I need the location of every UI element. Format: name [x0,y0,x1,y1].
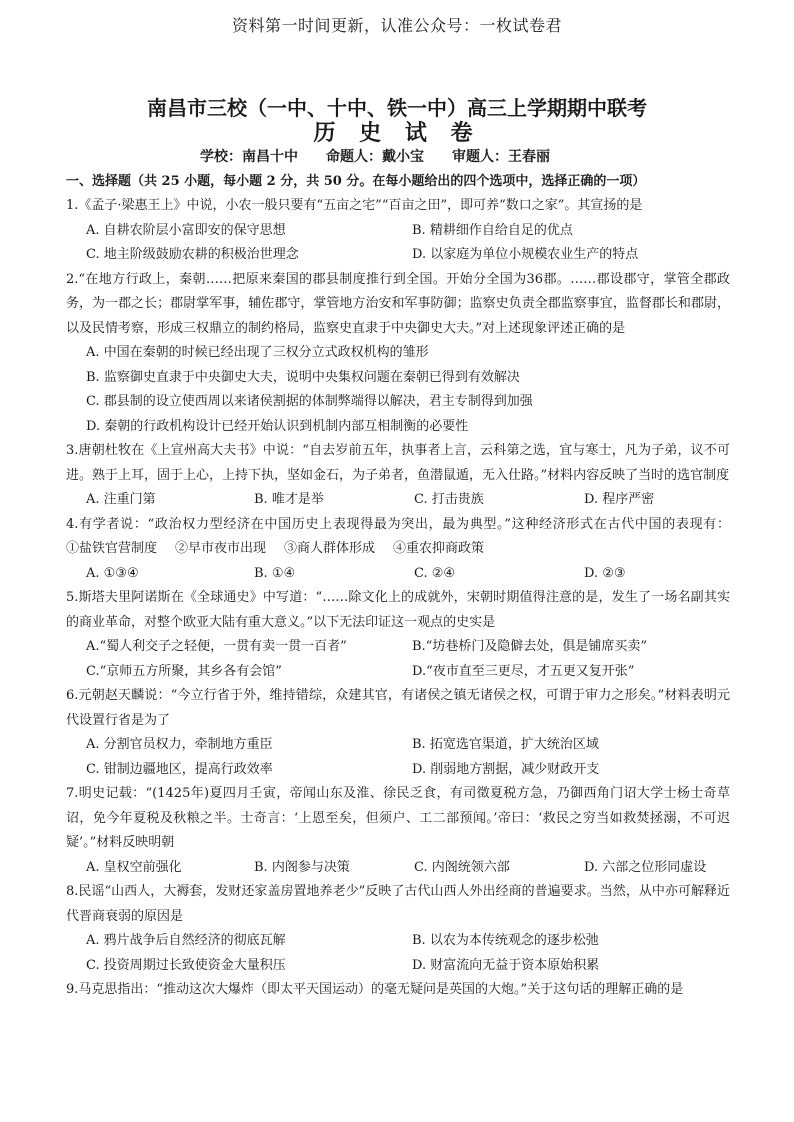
option-d[interactable]: D.“夜市直至三更尽，才五更又复开张” [412,663,635,679]
question-4-options [66,562,730,587]
option-d[interactable]: D. 财富流向无益于资本原始积累 [412,957,600,973]
option-d[interactable]: D. ②③ [584,565,626,581]
question-5-options [66,635,730,684]
setter-label: 命题人：戴小宝 [326,149,424,165]
option-d[interactable]: D. 秦朝的行政机构设计已经开始认识到机制内部互相制衡的必要性 [86,418,469,434]
header-note: 资料第一时间更新，认准公众号：一枚试卷君 [231,16,562,35]
option-a[interactable]: A. 中国在秦朝的时候已经出现了三权分立式政权机构的雏形 [86,345,429,360]
question-4-items [66,541,502,556]
option-b[interactable]: B. 唯才是举 [254,492,324,507]
option-b[interactable]: B.“坊巷桥门及隐僻去处，俱是铺席买卖” [412,639,647,654]
option-d[interactable]: D. 程序严密 [584,492,655,507]
item-4: ④重农抑商政策 [393,541,485,556]
option-b[interactable]: B. 监察御史直隶于中央御史大夫，说明中央集权问题在秦朝已得到有效解决 [86,369,520,385]
option-a[interactable]: A. 自耕农阶层小富即安的保守思想 [86,222,286,238]
question-5-stem: 5.斯塔夫里阿诺斯在《全球通史》中写道：“……除文化上的成就外，宋朝时期值得注意的是，发生了一场名副其实的商业革命，对整个欧亚大陆有重大意义。”以下无法印证这一观点的史实是 [66,590,730,630]
school-label: 学校：南昌十中 [200,149,298,165]
option-a[interactable]: A. 皇权空前强化 [86,859,182,875]
option-c[interactable]: C.“京师五方所聚，其乡各有会馆” [86,663,282,679]
section-heading: 一、选择题（共 25 小题，每小题 2 分，共 50 分。在每小题给出的四个选项中，选择正确的一项） [66,174,646,189]
exam-title: 南昌市三校（一中、十中、铁一中）高三上学期期中联考 [147,96,647,120]
author-line [200,146,720,166]
option-a[interactable]: A. 鸦片战争后自然经济的彻底瓦解 [86,933,286,948]
option-c[interactable]: C. 地主阶级鼓励农耕的积极治世理念 [86,247,299,262]
question-1-stem: 1.《孟子·梁惠王上》中说，小农一般只要有“五亩之宅”“百亩之田”，即可养“数口之家”。其宣扬的是 [66,198,643,213]
option-b[interactable]: B. 拓宽选官渠道，扩大统治区域 [412,737,599,752]
question-7-options [66,856,730,881]
option-c[interactable]: C. 投资周期过长致使资金大量积压 [86,957,286,973]
question-6-stem: 6.元朝赵天麟说：“今立行省于外，维持错综，众建其官，有诸侯之镇无诸侯之权，可谓于审力之形矣。”材料表明元代设置行省是为了 [66,688,730,728]
option-a[interactable]: A. ①③④ [86,565,139,581]
option-b[interactable]: B. 内阁参与决策 [254,859,350,875]
item-2: ②早市夜市出现 [175,541,267,556]
option-d[interactable]: D. 六部之位形同虚设 [584,859,707,875]
exam-subtitle: 历 史 试 卷 [313,120,481,146]
question-6-options [66,733,730,782]
option-c[interactable]: C. ②④ [414,565,456,581]
question-3-stem: 3.唐朝杜牧在《上宣州高大夫书》中说：“自去岁前五年，执事者上言，云科第之选，宜与寒士，凡为子弟，议不可进。熟于上耳，固于上心，上持下执，坚如金石，为子弟者，鱼潜鼠遁，无入仕路。”材料内容反映了当时的选官制度 [66,443,730,483]
option-d[interactable]: D. 以家庭为单位小规模农业生产的特点 [412,247,639,262]
reviewer-label: 审题人：王春丽 [452,149,550,165]
option-c[interactable]: C. 内阁统领六部 [414,859,510,875]
option-c[interactable]: C. 打击贵族 [414,492,484,507]
option-d[interactable]: D. 削弱地方割据，减少财政开支 [412,761,600,777]
option-c[interactable]: C. 钳制边疆地区，提高行政效率 [86,761,273,777]
exam-body [66,170,730,1003]
item-3: ③商人群体形成 [284,541,376,556]
question-4-text: 4.有学者说：“政治权力型经济在中国历史上表现得最为突出，最为典型。”这种经济形式在古代中国的表现有： [66,516,730,532]
question-9-stem: 9.马克思指出：“推动这次大爆炸（即太平天国运动）的毫无疑问是英国的大炮。”关于这句话的理解正确的是 [66,982,684,997]
question-4-stem [66,513,730,562]
question-7-stem: 7.明史记载：“(1425年)夏四月壬寅，帝闻山东及淮、徐民乏食，有司徵夏税方急，乃御西角门诏大学士杨士奇草诏，免今年夏税及秋粮之半。士奇言：‘上恩至矣，但须户、工二部预闻。’帝曰：‘救民之穷当如救焚拯溺，不可迟疑’。”材料反映明朝 [66,786,730,850]
option-a[interactable]: A. 分割官员权力，牵制地方重臣 [86,737,273,752]
option-a[interactable]: A.“蜀人利交子之轻便，一贯有卖一贯一百者” [86,639,347,654]
question-1-options [66,219,730,268]
question-2-stem: 2.“在地方行政上，秦朝……把原来秦国的郡县制度推行到全国。开始分全国为36郡。……郡设郡守，掌管全郡政务，为一郡之长；郡尉掌军事，辅佐郡守，掌管地方治安和军事防御；监察史负责全郡监察事宜，监督郡长和郡尉，以及民情考察，形成三权鼎立的制约格局，监察史直隶于中央御史大夫。”对上述现象评述正确的是 [66,271,730,336]
option-c[interactable]: C. 郡县制的设立使西周以来诸侯割据的体制弊端得以解决，君主专制得到加强 [86,394,533,409]
question-3-options [66,488,730,513]
item-1: ①盐铁官营制度 [66,541,158,556]
option-b[interactable]: B. 以农为本传统观念的逐步松弛 [412,933,599,948]
question-2-options [66,341,730,439]
question-8-options [66,929,730,978]
option-b[interactable]: B. ①④ [254,565,296,581]
option-a[interactable]: A. 注重门第 [86,492,156,507]
question-8-stem: 8.民谣“山西人，大褥套，发财还家盖房置地养老少”反映了古代山西人外出经商的普遍要求。当然，从中亦可解释近代晋商衰弱的原因是 [66,884,730,924]
option-b[interactable]: B. 精耕细作自给自足的优点 [412,222,573,238]
